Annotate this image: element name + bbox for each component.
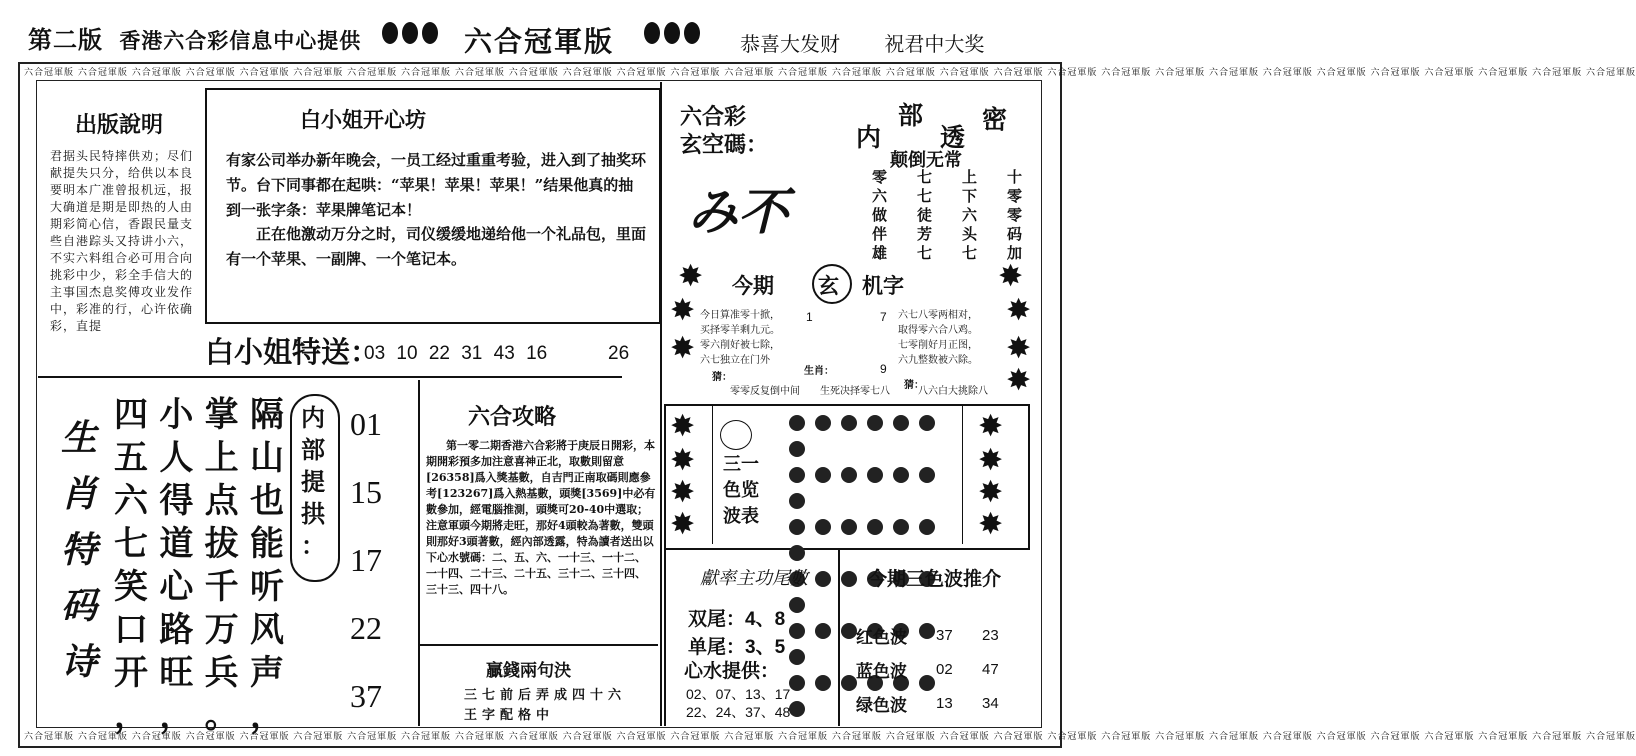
color-wave-rows xyxy=(856,618,1016,720)
ball-icon xyxy=(893,467,909,483)
inside-char: 做 xyxy=(872,206,888,224)
ball-icon xyxy=(841,675,857,691)
border-text-top: 六合冠軍版 六合冠軍版 六合冠軍版 六合冠軍版 六合冠軍版 六合冠軍版 六合冠軍版 六合冠軍版 六合冠軍版 六合冠軍版 六合冠軍版 六合冠軍版 六合冠軍版 六合冠軍版 六合冠軍版 六合冠軍版 六合冠軍版 六合冠軍版 六合冠軍版 六合冠軍版 六合冠軍版 六合冠軍版 六合冠軍版 六合冠軍版 六合冠軍版 六合冠軍版 六合冠軍版 六合冠軍版 六合冠軍版 六合冠軍版 xyxy=(24,68,1636,78)
publish-notice-title: 出版說明 xyxy=(75,112,164,138)
ball-icon xyxy=(815,623,831,639)
star-icon: ✸ xyxy=(998,259,1024,294)
strategy-body: 第一零二期香港六合彩將于庚辰日開彩，本期開彩預多加注意喜神正北，取數則留意[26358]爲入獎基數，自吉門正南取碼則應參考[123267]爲入熱基數，頭獎[3569]中必有數參加，經電腦推測，頭獎可20-40中選取；注意軍頭今期將走旺，那好4頭較為著數，雙頭則那好3頭著數，經內部透露，特為讀者送出以下心水號碼：二、五、六、一十三、一十二、一十四、二十三、二十五、三十二、三十四、三十三、四十八。 xyxy=(426,439,656,596)
poem-char: 得 xyxy=(159,481,194,521)
tail-heart-2: 22、24、37、48 xyxy=(686,704,791,720)
bracket-char: 拱 xyxy=(301,499,325,528)
poem-char: 千 xyxy=(204,567,239,607)
ball-icon xyxy=(841,415,857,431)
poem-numbers xyxy=(350,390,400,730)
mystery-line: 今日算准零十掀， xyxy=(700,310,780,321)
mystery-guess-1-label: 猜： xyxy=(712,372,732,383)
poem-char: 旺 xyxy=(159,653,194,693)
column-divider xyxy=(660,82,662,726)
inside-title-2: 玄空碼： xyxy=(680,132,769,158)
lantern-icon xyxy=(644,22,660,44)
color-wave-value-b: 34 xyxy=(982,694,999,712)
grape-icon xyxy=(720,420,752,450)
ball-icon xyxy=(789,623,805,639)
poem-side-char: 诗 xyxy=(60,641,97,683)
star-icon: ✸ xyxy=(978,475,1004,510)
ball-icon xyxy=(789,545,805,561)
inside-char: 芳 xyxy=(916,225,932,243)
lantern-icon xyxy=(684,22,700,44)
inside-column xyxy=(872,168,887,264)
color-table-inner-line xyxy=(712,406,713,544)
color-wave-value-a: 02 xyxy=(936,660,953,678)
tail-heart-label: 心水提供： xyxy=(684,660,780,682)
star-icon: ✸ xyxy=(978,409,1004,444)
color-wave-value-a: 13 xyxy=(936,694,953,712)
tail-single xyxy=(688,632,785,659)
poem-top-line xyxy=(38,376,622,378)
color-wave-row xyxy=(856,686,1016,720)
inside-char: 七 xyxy=(916,244,932,262)
ball-icon xyxy=(841,519,857,535)
poem-char: 四 xyxy=(114,395,148,435)
mystery-left-lines xyxy=(700,308,850,368)
ball-icon xyxy=(815,675,831,691)
mystery-line: 零六削好被七除， xyxy=(700,340,780,351)
poem-char: 小 xyxy=(159,395,194,435)
inside-title-1: 六合彩 xyxy=(680,104,747,130)
star-icon: ✸ xyxy=(670,475,696,510)
poem-char: 山 xyxy=(249,438,284,478)
poem-char: 人 xyxy=(159,438,194,478)
star-icon: ✸ xyxy=(1006,293,1032,328)
poem-columns xyxy=(110,394,288,736)
mystery-line: 七零削好月正图， xyxy=(898,340,978,351)
ball-icon xyxy=(841,571,857,587)
ball-icon xyxy=(789,415,805,431)
inside-char: 零 xyxy=(1006,206,1022,224)
ball-icon xyxy=(815,467,831,483)
ball-icon xyxy=(789,597,805,613)
lantern-icon-group xyxy=(380,22,440,48)
inside-column xyxy=(1007,168,1022,264)
mystery-guess-3-label: 猜： xyxy=(904,380,924,391)
greeting-2: 祝君中大奖 xyxy=(884,32,985,56)
secret-title-b: 部 xyxy=(898,101,924,130)
strategy-bottom-title: 贏錢兩句決 xyxy=(486,661,571,681)
ball-icon xyxy=(789,519,805,535)
inside-char: 下 xyxy=(961,187,977,205)
story-title: 白小姐开心坊 xyxy=(300,107,426,132)
ball-icon xyxy=(789,467,805,483)
greeting-1: 恭喜大发财 xyxy=(740,32,840,56)
strategy-bottom-text: 三七前后弄成四十六王字配格中 xyxy=(464,688,627,723)
poem-char: 隔 xyxy=(249,395,284,435)
border-text-bottom: 六合冠軍版 六合冠軍版 六合冠軍版 六合冠軍版 六合冠軍版 六合冠軍版 六合冠軍版 六合冠軍版 六合冠軍版 六合冠軍版 六合冠軍版 六合冠軍版 六合冠軍版 六合冠軍版 六合冠軍版 六合冠軍版 六合冠軍版 六合冠軍版 六合冠軍版 六合冠軍版 六合冠軍版 六合冠軍版 六合冠軍版 六合冠軍版 六合冠軍版 六合冠軍版 六合冠軍版 六合冠軍版 六合冠軍版 六合冠軍版 xyxy=(24,732,1636,742)
poem-column xyxy=(110,394,152,736)
story-paragraph-1: 有家公司举办新年晚会，一员工经过重重考验，进入到了抽奖环节。台下同事都在起哄：“苹果！苹果！苹果！”结果他真的抽到一张字条：苹果牌笔记本！ xyxy=(226,151,647,219)
poem-char: 六 xyxy=(114,481,148,521)
color-wave-row xyxy=(856,618,1016,652)
mystery-line: 取得零六合八鸡。 xyxy=(898,325,978,336)
tail-left-line xyxy=(664,548,666,726)
color-wave-value-a: 37 xyxy=(936,626,953,644)
poem-char: 声 xyxy=(249,653,284,693)
tail-heart-1: 02、07、13、17 xyxy=(686,686,791,702)
poem-char: 能 xyxy=(249,524,284,564)
mystery-guess-1: 零零反复倒中间 xyxy=(730,386,800,397)
poem-char: 笑 xyxy=(114,567,148,607)
tail-single-value: 3、5 xyxy=(745,637,786,658)
poem-column xyxy=(246,394,288,736)
ball-icon xyxy=(789,441,805,457)
special-numbers: 03 10 22 31 43 16 xyxy=(364,343,548,364)
mystery-title-a: 今期 xyxy=(732,273,774,298)
ball-icon xyxy=(867,519,883,535)
poem-char: 心 xyxy=(159,567,194,607)
inside-char: 徒 xyxy=(916,206,932,224)
star-icon: ✸ xyxy=(1006,331,1032,366)
poem-number: 22 xyxy=(350,610,382,646)
poem-side-char: 特 xyxy=(60,529,97,571)
hand-glyph: み不 xyxy=(688,182,788,241)
inside-char: 十 xyxy=(1006,168,1022,186)
star-icon: ✸ xyxy=(978,443,1004,478)
lantern-icon xyxy=(664,22,680,44)
poem-column xyxy=(201,394,243,736)
poem-char: 。 xyxy=(204,696,239,736)
inside-char: 头 xyxy=(961,225,977,243)
mystery-num-1: 1 xyxy=(806,310,813,324)
special-label: 白小姐特送： xyxy=(205,335,380,369)
color-wave-label: 红色波 xyxy=(856,627,907,648)
inside-char: 雄 xyxy=(872,244,888,262)
poem-number: 01 xyxy=(350,406,382,442)
star-icon: ✸ xyxy=(678,259,704,294)
ball-icon xyxy=(893,415,909,431)
ball-icon xyxy=(919,519,935,535)
color-wave-value-b: 23 xyxy=(982,626,999,644)
inside-char: 七 xyxy=(916,187,932,205)
inside-char: 加 xyxy=(1006,244,1022,262)
ball-row xyxy=(784,412,960,464)
poem-char: 五 xyxy=(114,438,148,478)
tail-single-label: 单尾： xyxy=(688,636,746,658)
poem-char: 七 xyxy=(114,524,148,564)
mystery-line: 六七独立在门外 xyxy=(700,355,770,366)
poem-char: 口 xyxy=(114,610,148,650)
ball-icon xyxy=(789,649,805,665)
inside-char: 码 xyxy=(1006,225,1022,243)
strategy-title: 六合攻略 xyxy=(468,404,557,430)
inside-char: 上 xyxy=(961,168,977,186)
secret-title-a: 内 xyxy=(856,123,882,152)
page-title: 六合冠軍版 xyxy=(464,25,615,58)
ball-row xyxy=(784,464,960,516)
ball-icon xyxy=(815,571,831,587)
mystery-guess-2-label: 生肖： xyxy=(804,366,834,377)
star-icon: ✸ xyxy=(1006,363,1032,398)
tail-right-line xyxy=(838,548,840,726)
color-table-inner-line xyxy=(962,406,963,544)
publish-notice-body: 君据头民特摔供劝；尽们献提失只分，给供以本良要明本广准曾报机远，报大确道是期是即热的人由期彩简心信，香跟民量支些自港踪头又持讲小六，不实六料组合必可用合向挑彩中少，彩全手信大的主事国杰息奖傅攻业发作中，彩准的行，心许依确彩，直提 xyxy=(50,149,194,333)
star-icon: ✸ xyxy=(670,331,696,366)
poem-char: 路 xyxy=(159,610,194,650)
poem-char: ， xyxy=(159,696,194,736)
ball-icon xyxy=(867,415,883,431)
header-provider xyxy=(28,20,361,55)
ball-icon xyxy=(893,519,909,535)
inside-column xyxy=(962,168,977,264)
ball-icon xyxy=(919,415,935,431)
color-wave-value-b: 47 xyxy=(982,660,999,678)
mystery-line: 买择零羊剩九元。 xyxy=(700,325,780,336)
mystery-title-b: 机字 xyxy=(862,273,904,298)
poem-char: 道 xyxy=(159,524,194,564)
star-icon: ✸ xyxy=(670,293,696,328)
inside-char: 六 xyxy=(872,187,888,205)
star-icon: ✸ xyxy=(670,443,696,478)
bracket-char: 部 xyxy=(301,435,325,464)
poem-strategy-divider xyxy=(418,380,420,726)
poem-column xyxy=(155,394,197,736)
mystery-line: 六九整数被六除。 xyxy=(898,355,978,366)
special-extra-number: 26 xyxy=(608,343,630,364)
ball-icon xyxy=(815,519,831,535)
lantern-icon xyxy=(382,22,398,44)
bracket-text xyxy=(298,402,328,562)
story-paragraph-2: 正在他激动万分之时，司仪缓缓地递给他一个礼品包，里面有一个苹果、一副牌、一个笔记本。 xyxy=(226,225,647,268)
poem-char: 风 xyxy=(249,610,284,650)
secret-title-c: 透 xyxy=(940,123,966,152)
ball-row xyxy=(784,516,960,568)
poem-side-char: 码 xyxy=(60,585,97,627)
color-wave-row xyxy=(856,652,1016,686)
mystery-line: 六七八零两相对， xyxy=(898,310,978,321)
color-wave-label: 绿色波 xyxy=(856,695,907,716)
inside-char: 七 xyxy=(916,168,932,186)
bracket-char: 内 xyxy=(301,403,325,432)
star-icon: ✸ xyxy=(978,507,1004,542)
lantern-icon xyxy=(402,22,418,44)
inside-columns xyxy=(872,168,1022,264)
ball-icon xyxy=(789,675,805,691)
tail-title: 獻率主功尾數 xyxy=(700,568,808,589)
poem-side-char: 肖 xyxy=(60,473,97,515)
tail-double xyxy=(688,604,785,631)
lantern-icon-group xyxy=(642,22,702,48)
poem-char: 点 xyxy=(204,481,239,521)
strategy-bottom-line xyxy=(420,644,658,646)
poem-char: 拔 xyxy=(204,524,239,564)
poem-char: 兵 xyxy=(204,653,239,693)
mystery-title-mid: 玄 xyxy=(818,273,839,298)
poem-number: 37 xyxy=(350,678,382,714)
ball-icon xyxy=(867,467,883,483)
mystery-guess-2: 生死决择零七八 xyxy=(820,386,890,397)
ball-icon xyxy=(789,701,805,717)
poem-side-title xyxy=(54,410,104,690)
ball-icon xyxy=(841,467,857,483)
poem-char: 掌 xyxy=(204,395,239,435)
ball-icon xyxy=(789,493,805,509)
mystery-num-9: 9 xyxy=(880,362,887,376)
poem-char: 上 xyxy=(204,438,239,478)
color-table-label: 三一色览波表 xyxy=(723,454,759,527)
inside-char: 伴 xyxy=(872,225,888,243)
star-icon: ✸ xyxy=(670,409,696,444)
lantern-icon xyxy=(422,22,438,44)
inside-column xyxy=(917,168,932,264)
ball-icon xyxy=(919,467,935,483)
inside-subtitle: 颠倒无常 xyxy=(890,150,962,171)
tail-double-label: 双尾： xyxy=(688,608,746,630)
ball-icon xyxy=(815,415,831,431)
inside-char: 七 xyxy=(961,244,977,262)
provider-text: 香港六合彩信息中心提供 xyxy=(119,28,362,53)
edition-label: 第二版 xyxy=(28,25,103,54)
poem-char: 听 xyxy=(249,567,284,607)
inside-char: 六 xyxy=(961,206,977,224)
mystery-guess-3: 八六白大挑除八 xyxy=(918,386,988,397)
header-greetings xyxy=(740,28,1022,57)
ball-icon xyxy=(841,623,857,639)
poem-char: ， xyxy=(114,696,148,736)
inside-char: 零 xyxy=(1006,187,1022,205)
bracket-char: 提 xyxy=(301,467,325,496)
tail-double-value: 4、8 xyxy=(745,609,786,630)
color-wave-title: 今期三色波推介 xyxy=(868,568,1002,590)
star-icon: ✸ xyxy=(670,507,696,542)
mystery-right-lines xyxy=(898,308,1018,368)
poem-char: 万 xyxy=(204,610,239,650)
poem-number: 17 xyxy=(350,542,382,578)
poem-char: ， xyxy=(249,696,284,736)
poem-char: 开 xyxy=(114,653,148,693)
color-wave-label: 蓝色波 xyxy=(856,661,907,682)
secret-title-d: 密 xyxy=(982,105,1008,134)
poem-number: 15 xyxy=(350,474,382,510)
poem-char: 也 xyxy=(249,481,284,521)
mystery-num-7: 7 xyxy=(880,310,887,324)
bracket-char: ： xyxy=(301,531,325,560)
poem-side-char: 生 xyxy=(60,417,97,459)
inside-char: 零 xyxy=(872,168,888,186)
